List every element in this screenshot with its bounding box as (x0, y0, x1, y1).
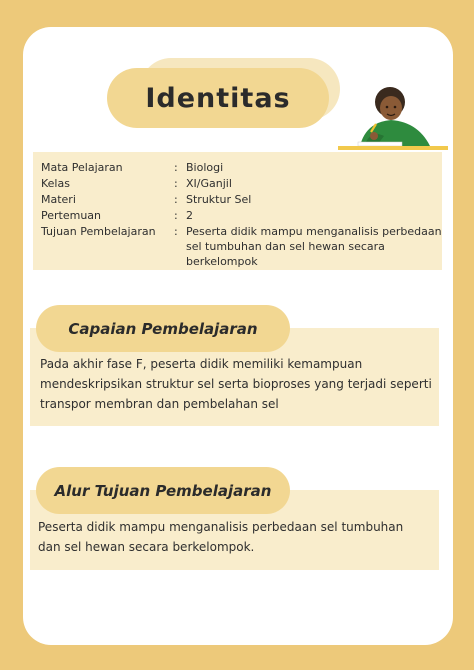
identity-label: Tujuan Pembelajaran (41, 225, 156, 238)
identity-colon: : (174, 193, 178, 206)
identity-label: Pertemuan (41, 209, 102, 222)
identity-label: Mata Pelajaran (41, 161, 123, 174)
identity-box (33, 152, 442, 270)
identity-value: 2 (186, 209, 193, 222)
alur-text: Peserta didik mampu menganalisis perbedaan sel tumbuhan dan sel hewan secara berkelompok. (38, 520, 404, 554)
identity-label: Kelas (41, 177, 70, 190)
student-writing-illustration (338, 84, 448, 152)
identity-colon: : (174, 177, 178, 190)
capaian-pill (36, 305, 290, 352)
identity-label: Materi (41, 193, 76, 206)
alur-title: Alur Tujuan Pembelajaran (54, 481, 272, 500)
title-pill (107, 68, 329, 128)
identity-value: Peserta didik mampu menganalisis perbedaan sel tumbuhan dan sel hewan secara berkelompok (186, 225, 442, 268)
alur-pill (36, 467, 290, 514)
identity-colon: : (174, 161, 178, 174)
identity-colon: : (174, 225, 178, 238)
page-title: Identitas (145, 82, 291, 114)
identity-value: Biologi (186, 161, 224, 174)
capaian-text: Pada akhir fase F, peserta didik memiliki kemampuan mendeskripsikan struktur sel serta bioproses yang terjadi seperti transpor membran dan pembelahan sel (40, 357, 432, 411)
identity-value: XI/Ganjil (186, 177, 232, 190)
identity-colon: : (174, 209, 178, 222)
identity-value: Struktur Sel (186, 193, 252, 206)
capaian-title: Capaian Pembelajaran (68, 319, 258, 338)
